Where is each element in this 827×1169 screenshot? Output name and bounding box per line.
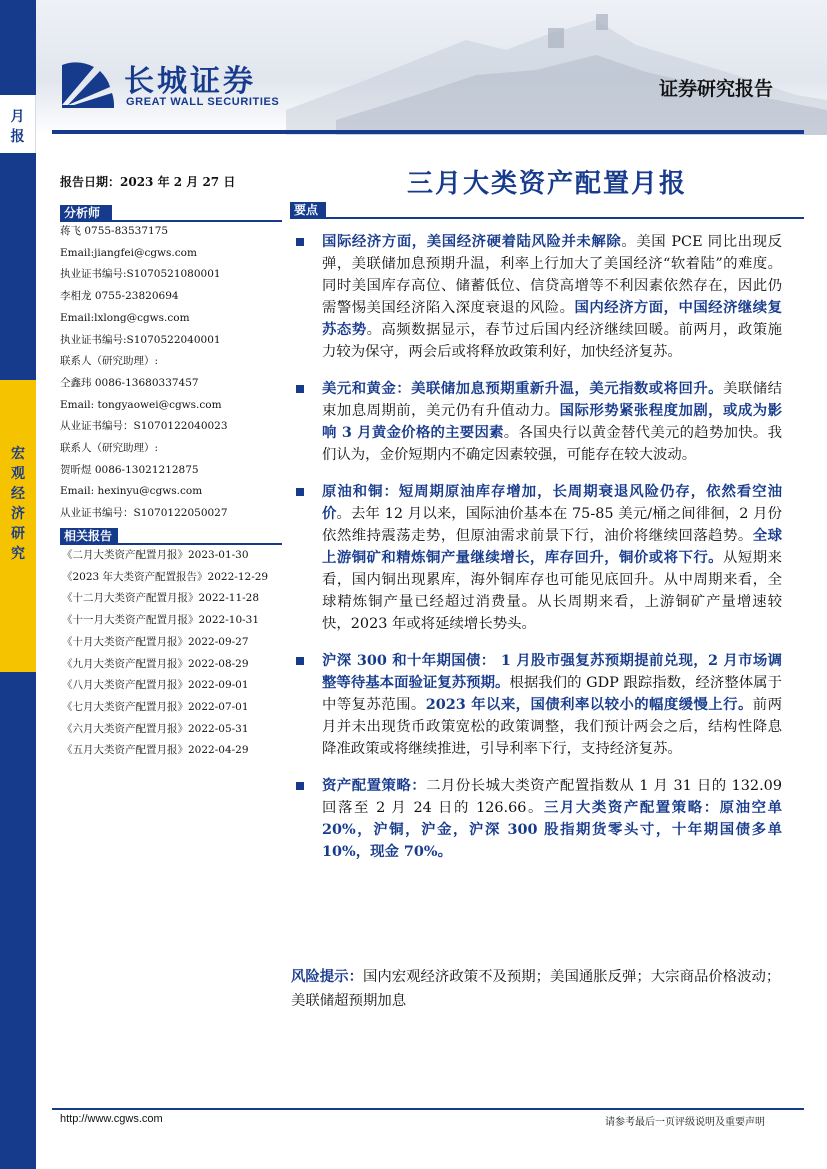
key-point — [296, 650, 782, 760]
key-point-emphasis: 原油和铜：短周期原油库存增加，长周期衰退风险仍存，依然看空油价 — [322, 483, 782, 522]
key-point-text: 从短期来看，国内铜出现累库，海外铜库存也可能见底回升。从中周期来看，全球精炼铜产量已经超过消费量。从长周期来看，上游铜矿产量增速较快，2023 年或将延续增长势头。 — [322, 550, 782, 632]
fan-logo-icon — [60, 57, 116, 109]
footer-url[interactable]: http://www.cgws.com — [60, 1113, 163, 1125]
key-point-text: 前两月并未出现货币政策宽松的政策调整，我们预计两会之后，结构性降息降准政策或将继续推进，引导利率下行，支持经济复苏。 — [322, 697, 782, 757]
key-point-emphasis: 国际经济方面，美国经济硬着陆风险并未解除 — [322, 233, 622, 250]
analyst-line: 李相龙 0755-23820694 — [60, 290, 179, 303]
risk-warning — [291, 965, 791, 1013]
related-report-item[interactable]: 《2023 年大类资产配置报告》2022-12-29 — [62, 570, 269, 583]
square-bullet-icon — [296, 782, 304, 790]
key-point-text: 。各国央行以黄金替代美元的趋势加快。我们认为，金价短期内不确定因素较强，可能存在较大波动。 — [322, 425, 782, 463]
side-label-section — [0, 380, 36, 672]
related-report-item[interactable]: 《八月大类资产配置月报》2022-09-01 — [62, 679, 249, 692]
side-label-section-text: 宏 观 经 济 研 究 — [11, 446, 25, 562]
key-point-text: 根据我们的 GDP 跟踪指数，经济整体属于中等复苏范围。 — [322, 675, 782, 713]
analyst-line: Email:lxlong@cgws.com — [60, 311, 190, 324]
key-point-text: 美联储结束加息周期前，美元仍有升值动力。 — [322, 381, 782, 419]
square-bullet-icon — [296, 657, 304, 665]
key-point — [296, 481, 782, 635]
page-header — [36, 0, 827, 135]
related-reports-heading: 相关报告 — [60, 528, 118, 545]
key-point-emphasis: 资产配置策略： — [322, 777, 427, 794]
header-divider — [52, 130, 804, 134]
related-report-item[interactable]: 《十二月大类资产配置月报》2022-11-28 — [62, 592, 260, 605]
risk-text: 国内宏观经济政策不及预期；美国通胀反弹；大宗商品价格波动；美联储超预期加息 — [291, 969, 781, 1009]
brand-name-cn: 长城证券 — [124, 64, 256, 99]
report-type: 证券研究报告 — [658, 78, 773, 100]
brand-name-en: GREAT WALL SECURITIES — [126, 96, 280, 108]
key-point-emphasis: 2023 年以来，国债利率以较小的幅度缓慢上行。 — [425, 696, 753, 713]
key-point-text: 。去年 12 月以来，国际油价基本在 75-85 美元/桶之间徘徊，2 月份依然维持震荡走势，但原油需求前景下行，油价将继续回落趋势。 — [322, 506, 782, 544]
analyst-line: 从业证书编号：S1070122050027 — [60, 507, 228, 520]
square-bullet-icon — [296, 385, 304, 393]
analyst-line: 蒋飞 0755-83537175 — [60, 225, 169, 237]
analyst-list — [60, 221, 280, 525]
analyst-line: Email:jiangfei@cgws.com — [60, 246, 197, 259]
related-report-item[interactable]: 《十月大类资产配置月报》2022-09-27 — [62, 635, 249, 648]
related-report-item[interactable]: 《七月大类资产配置月报》2022-07-01 — [62, 700, 249, 713]
related-report-item[interactable]: 《九月大类资产配置月报》2022-08-29 — [62, 657, 249, 670]
key-point-text: 。美国 PCE 同比出现反弹，美联储加息预期升温，利率上行加大了美国经济“软着陆”的难度。同时美国库存高位、储蓄低位、信贷高增等不利因素依然存在，因此仍需警惕美国经济陷入深度衰退的风险。 — [322, 234, 782, 316]
analyst-line: 联系人（研究助理）: — [60, 442, 159, 455]
square-bullet-icon — [296, 488, 304, 496]
side-label-monthly-text: 月 报 — [10, 109, 25, 145]
analyst-line: 执业证书编号:S1070521080001 — [60, 268, 221, 281]
related-reports-list — [62, 545, 282, 762]
key-point-emphasis: 全球上游铜矿和精炼铜产量继续增长，库存回升，铜价或将下行。 — [322, 527, 782, 566]
key-point-text: 二月份长城大类资产配置指数从 1 月 31 日的 132.09 回落至 2 月 24 日的 126.66。 — [322, 778, 782, 816]
footer-divider — [52, 1108, 804, 1110]
key-point-emphasis: 美元和黄金：美联储加息预期重新升温，美元指数或将回升。 — [322, 380, 724, 397]
key-points-heading-rule — [290, 217, 804, 219]
analyst-line: 仝鑫玮 0086-13680337457 — [60, 376, 199, 389]
analyst-line: Email: tongyaowei@cgws.com — [60, 398, 222, 411]
risk-label: 风险提示： — [291, 968, 363, 985]
key-point-emphasis: 三月大类资产配置策略：原油空单 20%，沪铜，沪金，沪深 300 股指期货零头寸，十年期国债多单 10%，现金 70%。 — [322, 799, 782, 860]
related-report-item[interactable]: 《六月大类资产配置月报》2022-05-31 — [62, 722, 249, 735]
key-point-emphasis: 沪深 300 和十年期国债： 1 月股市强复苏预期提前兑现，2 月市场调整等待基本面验证复苏预期。 — [322, 652, 782, 691]
key-point-text: 。高频数据显示，春节过后国内经济继续回暖。前两月，政策施力较为保守，两会后或将释放政策利好，加快经济复苏。 — [322, 322, 782, 360]
key-point — [296, 775, 782, 863]
analyst-line: 执业证书编号:S1070522040001 — [60, 333, 221, 346]
key-points-heading: 要点 — [290, 202, 326, 219]
report-date: 报告日期：2023 年 2 月 27 日 — [60, 175, 236, 189]
key-points-list — [296, 231, 782, 863]
side-label-monthly — [0, 95, 36, 153]
analyst-line: 从业证书编号：S1070122040023 — [60, 420, 228, 433]
analyst-line: 贺昕煜 0086-13021212875 — [60, 463, 199, 476]
analyst-line: Email: hexinyu@cgws.com — [60, 485, 203, 498]
key-point — [296, 378, 782, 466]
key-point-emphasis: 国内经济方面，中国经济继续复苏态势 — [322, 299, 782, 338]
related-report-item[interactable]: 《二月大类资产配置月报》2023-01-30 — [62, 549, 249, 561]
analysts-heading: 分析师 — [60, 205, 112, 222]
page-title: 三月大类资产配置月报 — [406, 169, 687, 199]
footer-disclaimer-note: 请参考最后一页评级说明及重要声明 — [605, 1117, 765, 1128]
related-report-item[interactable]: 《五月大类资产配置月报》2022-04-29 — [62, 744, 249, 757]
key-point — [296, 231, 782, 363]
related-report-item[interactable]: 《十一月大类资产配置月报》2022-10-31 — [62, 614, 260, 627]
key-point-emphasis: 国际形势紧张程度加剧，或成为影响 3 月黄金价格的主要因素 — [322, 402, 782, 441]
square-bullet-icon — [296, 238, 304, 246]
analyst-line: 联系人（研究助理）: — [60, 355, 159, 368]
